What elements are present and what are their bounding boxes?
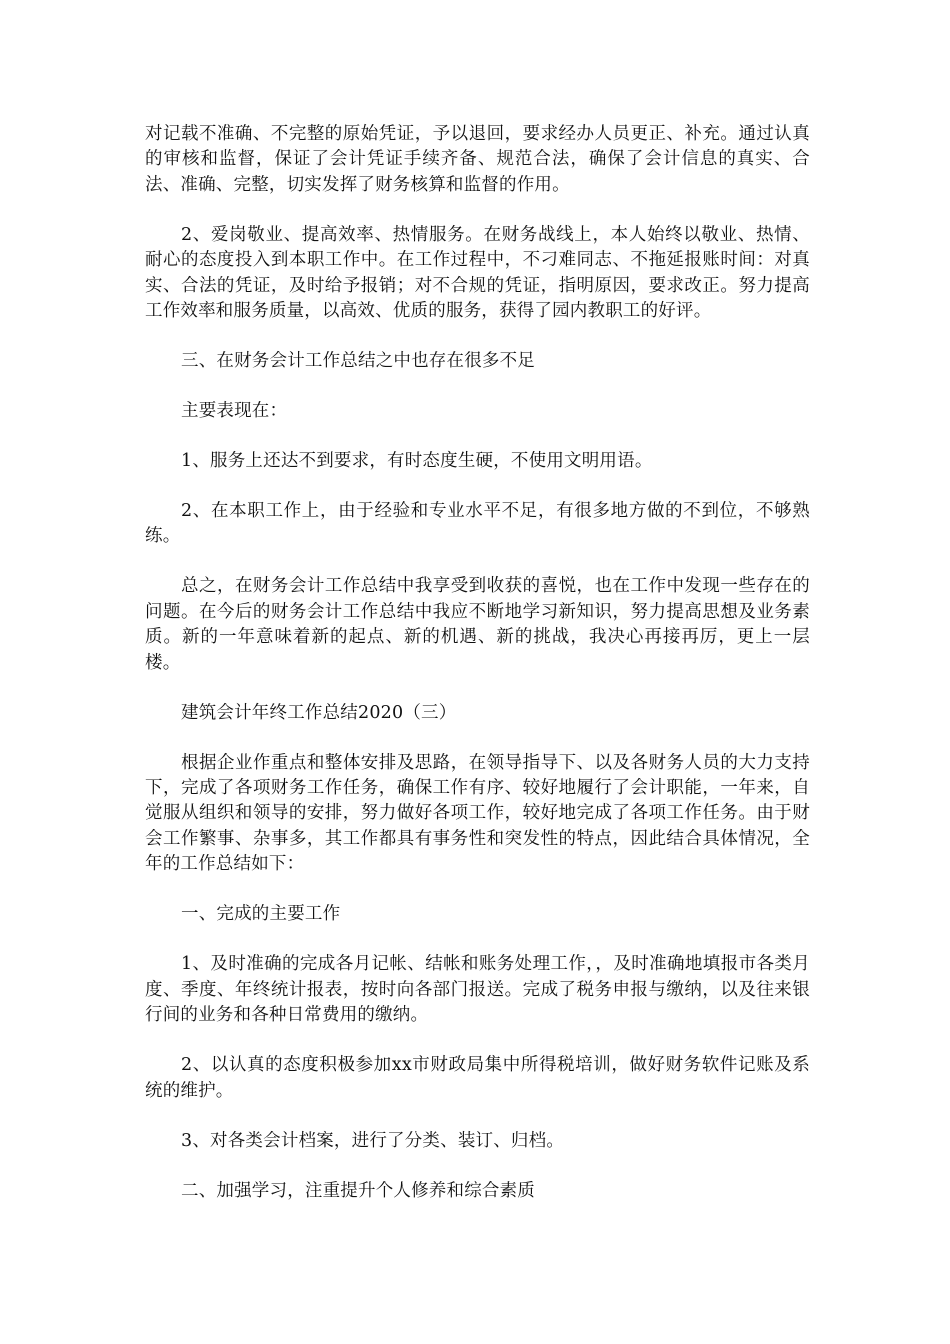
list-item-training: 2、以认真的态度积极参加xx市财政局集中所得税培训，做好财务软件记账及系统的维护。: [145, 1055, 810, 1101]
paragraph-conclusion: 总之，在财务会计工作总结中我享受到收获的喜悦，也在工作中发现一些存在的问题。在今后的财务会计工作总结中我应不断地学习新知识，努力提高思想及业务素质。新的一年意味着新的起点、新的机遇、新的挑战，我决心再接再厉，更上一层楼。: [145, 576, 810, 673]
section-title: 建筑会计年终工作总结2020（三）: [181, 702, 457, 723]
paragraph-continuation: 对记载不准确、不完整的原始凭证，予以退回，要求经办人员更正、补充。通过认真的审核和监督，保证了会计凭证手续齐备、规范合法，确保了会计信息的真实、合法、准确、完整，切实发挥了财务核算和监督的作用。: [145, 124, 810, 195]
list-item-service: 1、服务上还达不到要求，有时态度生硬，不使用文明用语。: [181, 451, 653, 472]
paragraph-dedication: 2、爱岗敬业、提高效率、热情服务。在财务战线上，本人始终以敬业、热情、耐心的态度投入到本职工作中。在工作过程中，不刁难同志、不拖延报账时间：对真实、合法的凭证，及时给予报销；对不合规的凭证，指明原因，要求改正。努力提高工作效率和服务质量，以高效、优质的服务，获得了园内教职工的好评。: [145, 224, 810, 322]
list-item-archives: 3、对各类会计档案，进行了分类、装订、归档。: [181, 1130, 565, 1151]
paragraph-main-manifestations: 主要表现在：: [181, 401, 288, 422]
heading-shortcomings: 三、在财务会计工作总结之中也存在很多不足: [181, 351, 535, 372]
heading-learning: 二、加强学习，注重提升个人修养和综合素质: [181, 1180, 535, 1201]
heading-main-work: 一、完成的主要工作: [181, 904, 341, 925]
list-item-experience: 2、在本职工作上，由于经验和专业水平不足，有很多地方做的不到位，不够熟练。: [145, 501, 810, 547]
document-body: [145, 122, 810, 1229]
paragraph-introduction: 根据企业作重点和整体安排及思路，在领导指导下、以及各财务人员的大力支持下，完成了各项财务工作任务，确保工作有序、较好地履行了会计职能，一年来，自觉服从组织和领导的安排，努力做好各项工作，较好地完成了各项工作任务。由于财会工作繁事、杂事多，其工作都具有事务性和突发性的特点，因此结合具体情况，全年的工作总结如下：: [145, 752, 810, 875]
list-item-bookkeeping: 1、及时准确的完成各月记帐、结帐和账务处理工作，，及时准确地填报市各类月度、季度、年终统计报表，按时向各部门报送。完成了税务申报与缴纳，以及往来银行间的业务和各种日常费用的缴纳。: [145, 954, 810, 1026]
